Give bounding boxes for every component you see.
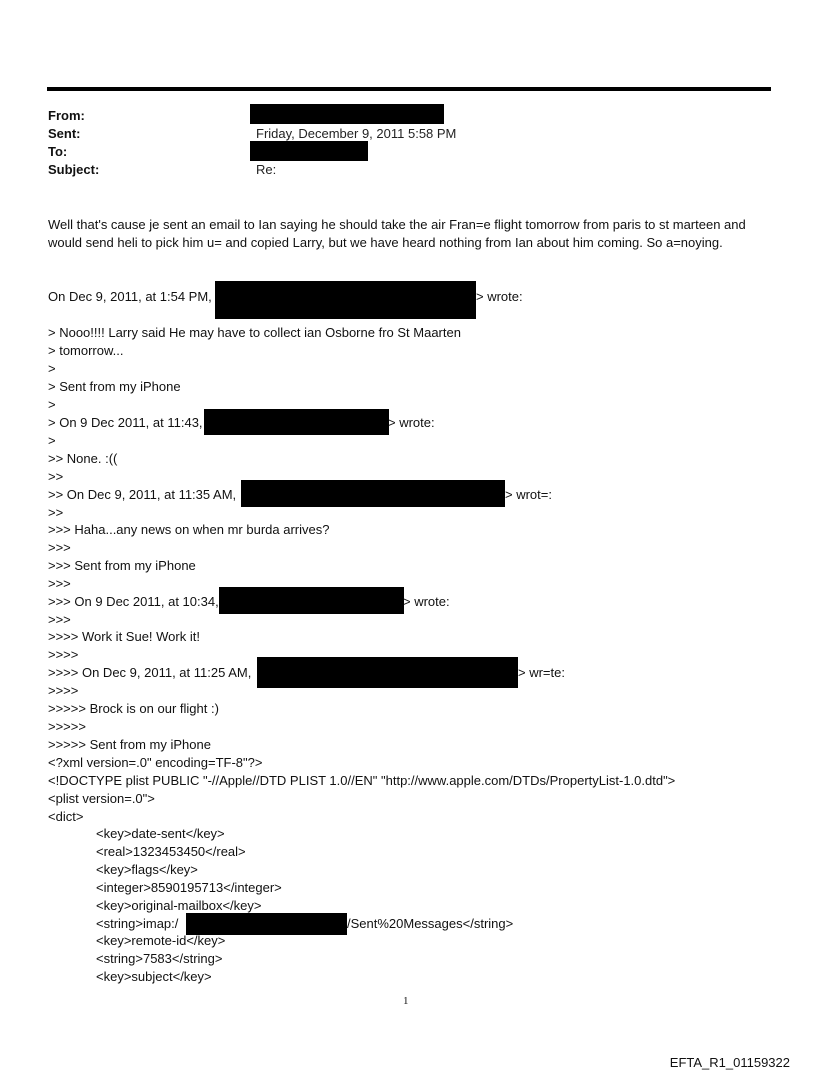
- quote-line: > wr=te:: [518, 665, 565, 680]
- quote-line: >>>: [48, 540, 71, 555]
- sent-value: Friday, December 9, 2011 5:58 PM: [256, 126, 457, 141]
- xml-line: <key>date-sent</key>: [96, 826, 225, 841]
- xml-line: <!DOCTYPE plist PUBLIC "-//Apple//DTD PLIST 1.0//EN" "http://www.apple.com/DTDs/PropertyList-1.0.dtd">: [48, 773, 676, 788]
- quote-line: >>>: [48, 612, 71, 627]
- redaction-sender-4: [219, 587, 404, 614]
- from-label: From:: [48, 108, 85, 123]
- xml-line: <integer>8590195713</integer>: [96, 880, 282, 895]
- quote-line: > wrote:: [388, 415, 435, 430]
- quote-line: > On 9 Dec 2011, at 11:43,: [48, 415, 203, 430]
- quote-line: >: [48, 361, 56, 376]
- subject-label: Subject:: [48, 162, 100, 177]
- xml-line: <key>original-mailbox</key>: [96, 898, 262, 913]
- quote-line: >> On Dec 9, 2011, at 11:35 AM,: [48, 487, 237, 502]
- quote-line: >: [48, 397, 56, 412]
- quote-line: > wrote:: [476, 289, 523, 304]
- quote-line: On Dec 9, 2011, at 1:54 PM,: [48, 289, 212, 304]
- quote-line: > wrote:: [403, 594, 450, 609]
- quote-line: >>>>: [48, 683, 79, 698]
- sent-label: Sent:: [48, 126, 81, 141]
- quote-line: >>>>> Sent from my iPhone: [48, 737, 211, 752]
- quote-line: >>> Haha...any news on when mr burda arrives?: [48, 522, 330, 537]
- xml-line: <key>subject</key>: [96, 969, 212, 984]
- redaction-sender-5: [257, 657, 518, 688]
- quote-line: > tomorrow...: [48, 343, 124, 358]
- quote-line: >>>> On Dec 9, 2011, at 11:25 AM,: [48, 665, 252, 680]
- quote-line: >>: [48, 469, 64, 484]
- xml-line: <key>remote-id</key>: [96, 933, 226, 948]
- quote-line: > wrot=:: [505, 487, 552, 502]
- quote-line: >>>>> Brock is on our flight :): [48, 701, 219, 716]
- quote-line: >>> On 9 Dec 2011, at 10:34,: [48, 594, 219, 609]
- quote-line: > Sent from my iPhone: [48, 379, 181, 394]
- quote-line: >>: [48, 505, 64, 520]
- top-rule: [47, 87, 771, 91]
- redaction-to: [250, 141, 368, 161]
- quote-line: >> None. :((: [48, 451, 118, 466]
- redaction-from: [250, 104, 444, 124]
- xml-line: <real>1323453450</real>: [96, 844, 246, 859]
- redaction-sender-2: [204, 409, 389, 435]
- bates-number: EFTA_R1_01159322: [669, 1055, 790, 1070]
- page-number: 1: [403, 995, 409, 1007]
- xml-line: <key>flags</key>: [96, 862, 198, 877]
- redaction-sender-1: [215, 281, 476, 319]
- to-label: To:: [48, 144, 68, 159]
- xml-line: <string>7583</string>: [96, 951, 223, 966]
- xml-line: <?xml version=.0" encoding=TF-8"?>: [48, 755, 263, 770]
- xml-line: <plist version=.0">: [48, 791, 155, 806]
- xml-line: <string>imap:/: [96, 916, 179, 931]
- quote-line: >: [48, 433, 56, 448]
- quote-line: >>>>: [48, 647, 79, 662]
- subject-value: Re:: [256, 162, 277, 177]
- quote-line: >>>>>: [48, 719, 86, 734]
- quote-line: >>> Sent from my iPhone: [48, 558, 196, 573]
- xml-line: /Sent%20Messages</string>: [347, 916, 514, 931]
- xml-line: <dict>: [48, 809, 84, 824]
- body-paragraph: Well that's cause je sent an email to Ian saying he should take the air Fran=e flight tomorrow from paris to st marteen and would send heli to pick him u= and copied Larry, but we have heard nothing from Ian about him coming. So a=noying.: [48, 217, 746, 250]
- redaction-sender-3: [241, 480, 505, 507]
- quote-line: >>>: [48, 576, 71, 591]
- quote-line: >>>> Work it Sue! Work it!: [48, 629, 200, 644]
- quote-line: > Nooo!!!! Larry said He may have to collect ian Osborne fro St Maarten: [48, 325, 461, 340]
